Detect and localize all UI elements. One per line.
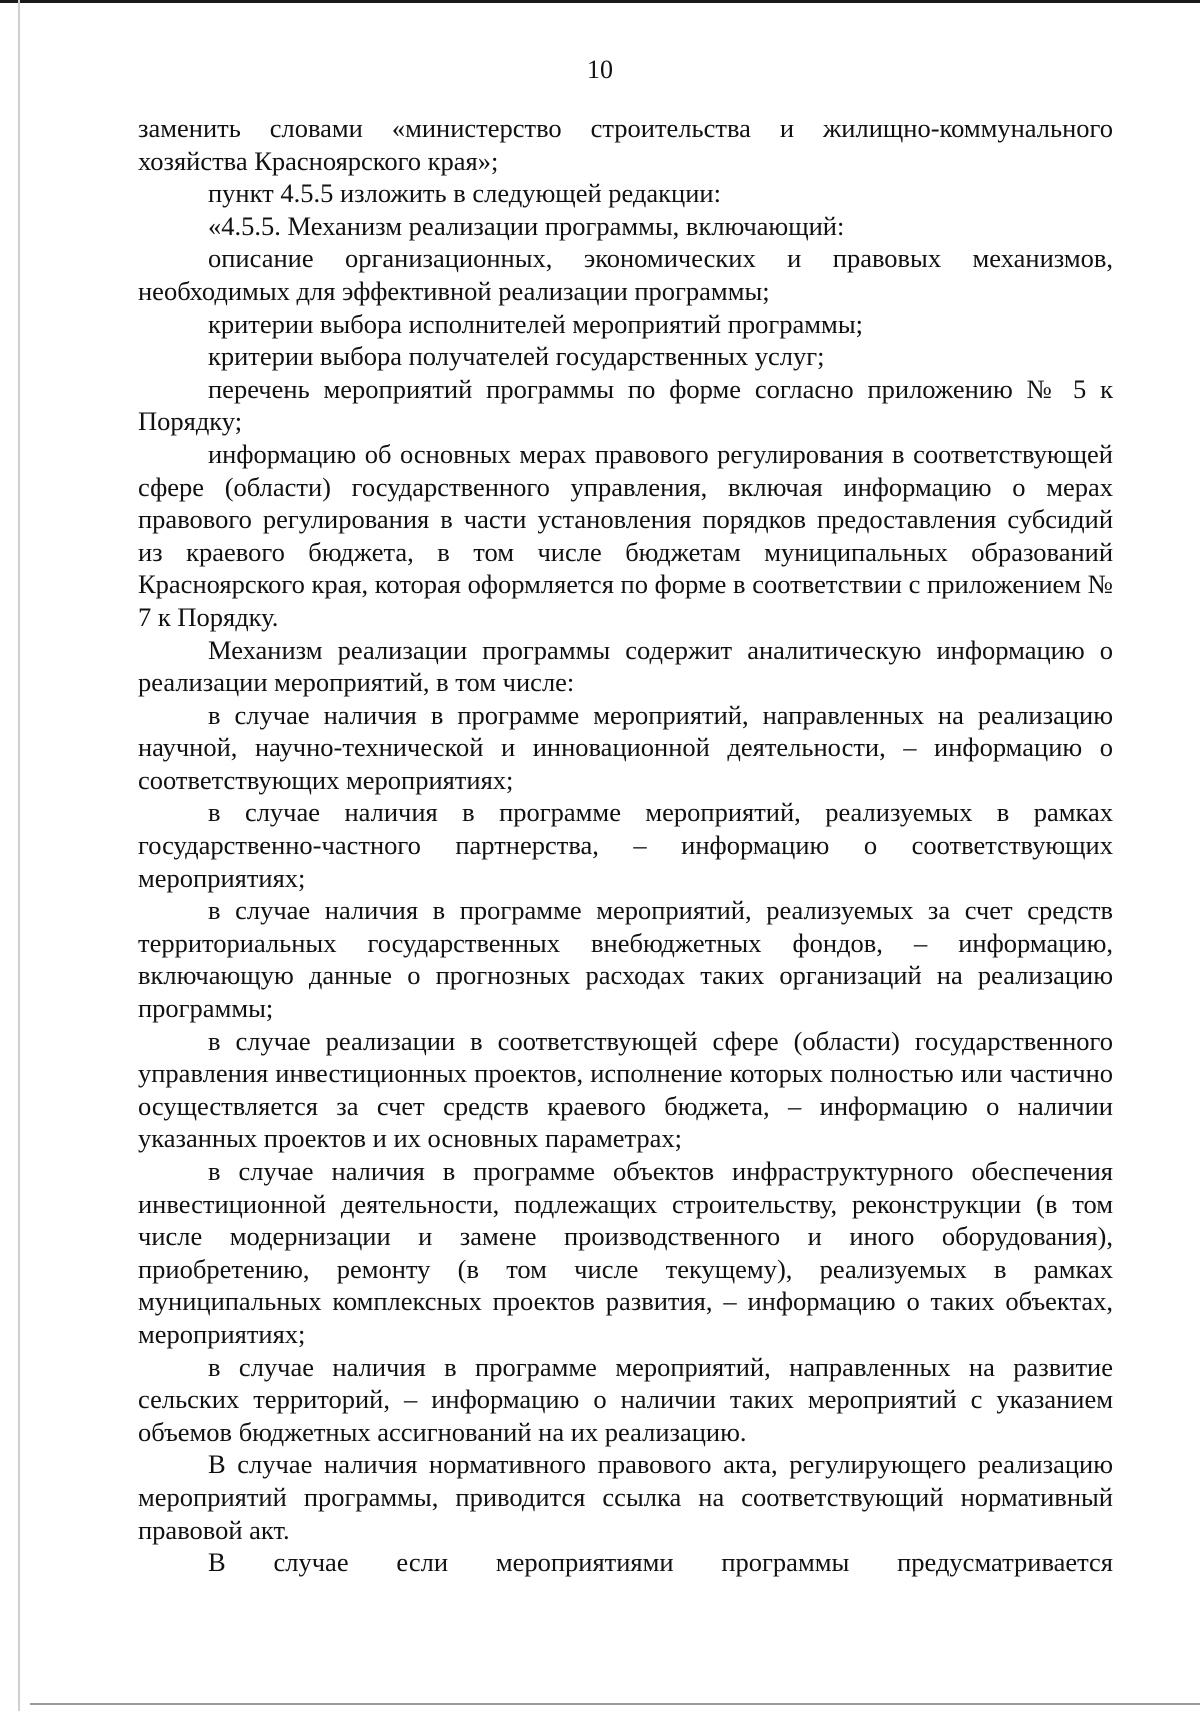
scan-edge-top [0, 0, 1200, 3]
paragraph: критерии выбора исполнителей мероприятий программы; [208, 308, 863, 339]
paragraph: критерии выбора получателей государственных услуг; [208, 341, 825, 372]
paragraph: в случае наличия в программе мероприятий, реализуемых в рамках государственно-частного партнерства, – информацию о соответствующих мероприятиях; [138, 797, 1113, 893]
paragraph: перечень мероприятий программы по форме согласно приложению № 5 к Порядку; [138, 373, 1113, 437]
paragraph: в случае наличия в программе объектов инфраструктурного обеспечения инвестиционной деятельности, подлежащих строительству, реконструкции (в том числе модернизации и замене производственного и иного оборудования), приобретению, ремонту (в том числе текущему), реализуемых в рамках муниципальных комплексных проектов развития, – информацию о таких объектах, мероприятиях; [138, 1156, 1113, 1349]
paragraph: в случае наличия в программе мероприятий, реализуемых за счет средств территориальных государственных внебюджетных фондов, – информацию, включающую данные о прогнозных расходах таких организаций на реализацию программы; [138, 895, 1113, 1024]
paragraph: в случае наличия в программе мероприятий, направленных на развитие сельских территорий, – информацию о наличии таких мероприятий с указанием объемов бюджетных ассигнований на их реализацию. [138, 1351, 1113, 1447]
paragraph: в случае наличия в программе мероприятий, направленных на реализацию научной, научно-технической и инновационной деятельности, – информацию о соответствующих мероприятиях; [138, 699, 1113, 795]
scan-edge-bottom [30, 1703, 1200, 1705]
page-number: 10 [587, 55, 613, 84]
document-body [138, 112, 1113, 1579]
paragraph: в случае реализации в соответствующей сфере (области) государственного управления инвестиционных проектов, исполнение которых полностью или частично осуществляется за счет средств краевого бюджета, – информацию о наличии указанных проектов и их основных параметрах; [138, 1025, 1113, 1154]
paragraph: пункт 4.5.5 изложить в следующей редакции: [208, 178, 721, 209]
paragraph: В случае если мероприятиями программы предусматривается [208, 1547, 1113, 1578]
paragraph: «4.5.5. Механизм реализации программы, включающий: [208, 210, 845, 241]
paragraph: Механизм реализации программы содержит аналитическую информацию о реализации мероприятий, в том числе: [138, 634, 1113, 698]
paragraph: описание организационных, экономических и правовых механизмов, необходимых для эффективной реализации программы; [138, 243, 1113, 306]
paragraph: информацию об основных мерах правового регулирования в соответствующей сфере (области) государственного управления, включая информацию о мерах правового регулирования в части установления порядков предоставления субсидий из краевого бюджета, в том числе бюджетам муниципальных образований Красноярского края, которая оформляется по форме в соответствии с приложением № 7 к Порядку. [138, 438, 1113, 632]
paragraph: заменить словами «министерство строительства и жилищно-коммунального хозяйства Красноярского края»; [138, 113, 1113, 176]
scan-edge-left [18, 0, 20, 1711]
paragraph: В случае наличия нормативного правового акта, регулирующего реализацию мероприятий программы, приводится ссылка на соответствующий нормативный правовой акт. [138, 1449, 1113, 1545]
